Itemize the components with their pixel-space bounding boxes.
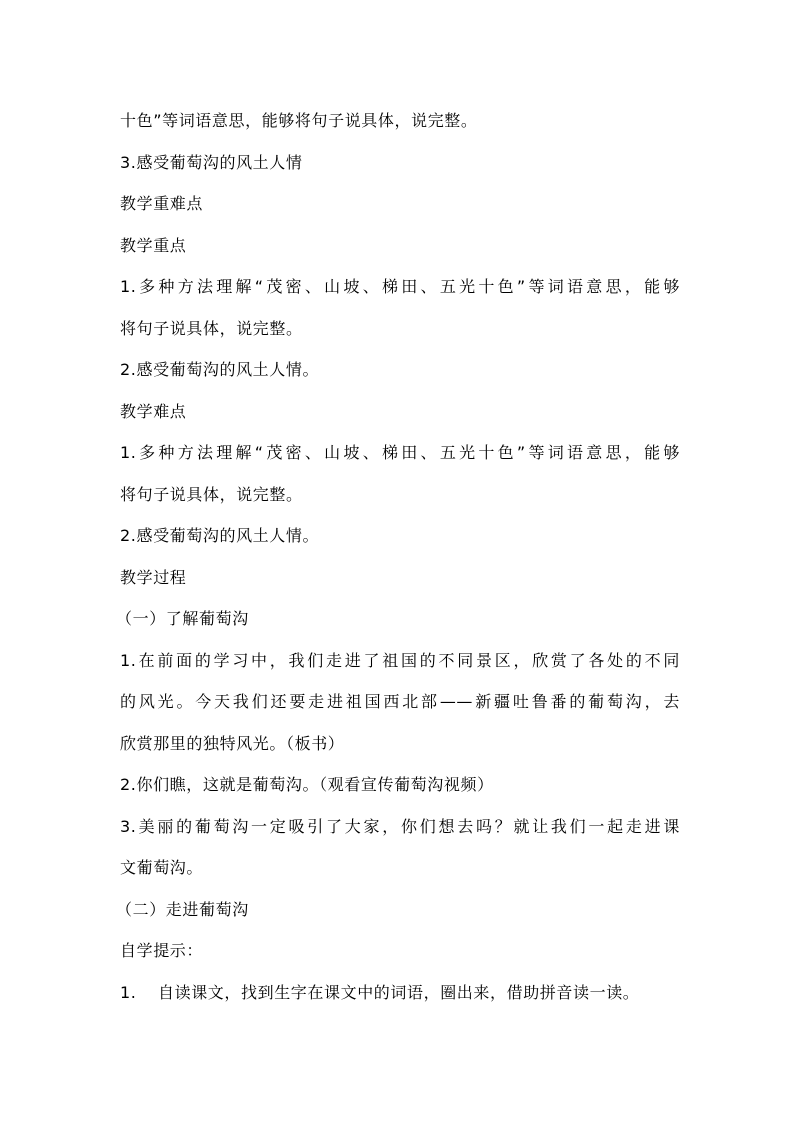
text-line: 十色”等词语意思，能够将句子说具体，说完整。: [120, 111, 478, 130]
subsection-heading: （二）走进葡萄沟: [116, 899, 249, 919]
text-line: 3.美丽的葡萄沟一定吸引了大家，你们想去吗？就让我们一起走进课: [120, 816, 680, 836]
text-line: 1.多种方法理解“茂密、山坡、梯田、五光十色”等词语意思，能够: [120, 443, 680, 462]
subsection-heading: （一）了解葡萄沟: [116, 609, 249, 628]
text-line: 的风光。今天我们还要走进祖国西北部——新疆吐鲁番的葡萄沟，去: [120, 692, 680, 711]
text-line: 1.多种方法理解“茂密、山坡、梯田、五光十色”等词语意思，能够: [120, 277, 680, 296]
text-line: 将句子说具体，说完整。: [120, 318, 303, 338]
text-line: 2.感受葡萄沟的风土人情。: [120, 526, 320, 545]
section-heading: 教学过程: [120, 567, 187, 587]
section-heading: 教学重难点: [120, 194, 204, 213]
text-line: 欣赏那里的独特风光。（板书）: [120, 733, 345, 753]
text-line: 3.感受葡萄沟的风土人情: [120, 152, 303, 172]
text-line: 2.你们瞧，这就是葡萄沟。（观看宣传葡萄沟视频）: [120, 775, 494, 794]
section-heading: 教学重点: [120, 235, 187, 255]
list-item-number: 1.: [120, 982, 137, 1002]
document-body: [116, 100, 680, 1013]
text-line: 1.在前面的学习中，我们走进了祖国的不同景区，欣赏了各处的不同: [120, 650, 680, 670]
text-line: 将句子说具体，说完整。: [120, 484, 303, 504]
list-item-text: 自读课文，找到生字在课文中的词语，圈出来，借助拼音读一读。: [158, 982, 640, 1002]
text-line: 2.感受葡萄沟的风土人情。: [120, 360, 320, 379]
list-item: [120, 972, 680, 1014]
section-heading: 教学难点: [120, 401, 187, 421]
text-line: 文葡萄沟。: [120, 858, 204, 877]
text-line: 自学提示：: [120, 941, 204, 960]
